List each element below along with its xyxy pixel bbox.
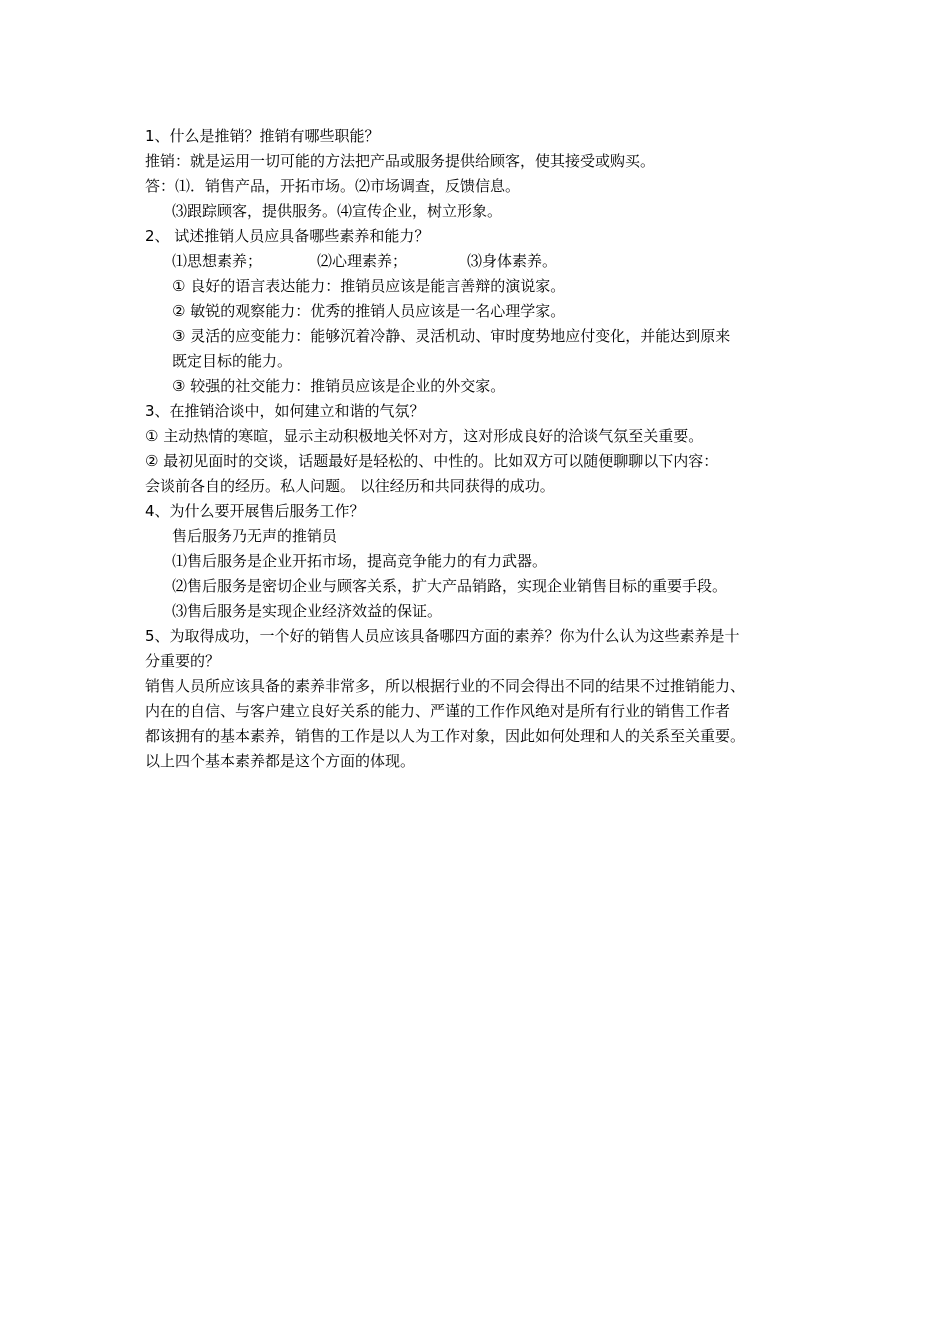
quality-item: ⑵心理素养； — [317, 252, 408, 270]
question-1: 1、什么是推销？推销有哪些职能？ — [145, 127, 380, 145]
question-3: 3、在推销洽谈中，如何建立和谐的气氛？ — [145, 402, 425, 420]
question-5-line-1: 5、为取得成功，一个好的销售人员应该具备哪四方面的素养？你为什么认为这些素养是十 — [145, 627, 740, 645]
answer-3-line: ② 最初见面时的交谈，话题最好是轻松的、中性的。比如双方可以随便聊聊以下内容： — [145, 452, 719, 470]
question-2: 2、 试述推销人员应具备哪些素养和能力？ — [145, 227, 430, 245]
answer-5-line: 销售人员所应该具备的素养非常多，所以根据行业的不同会得出不同的结果不过推销能力、 — [145, 677, 746, 695]
answer-3-line: ① 主动热情的寒暄，显示主动积极地关怀对方，这对形成良好的洽谈气氛至关重要。 — [145, 427, 704, 445]
quality-item: ⑶身体素养。 — [467, 252, 558, 270]
answer-4-point: ⑶售后服务是实现企业经济效益的保证。 — [172, 602, 443, 620]
ability-item: ① 良好的语言表达能力：推销员应该是能言善辩的演说家。 — [172, 277, 566, 295]
answer-4-subtitle: 售后服务乃无声的推销员 — [172, 527, 338, 545]
ability-item: ③ 较强的社交能力：推销员应该是企业的外交家。 — [172, 377, 506, 395]
answer-4-point: ⑵售后服务是密切企业与顾客关系，扩大产品销路，实现企业销售目标的重要手段。 — [172, 577, 728, 595]
ability-item: ② 敏锐的观察能力：优秀的推销人员应该是一名心理学家。 — [172, 302, 566, 320]
answer-4-point: ⑴售后服务是企业开拓市场，提高竞争能力的有力武器。 — [172, 552, 548, 570]
answer-5-line: 以上四个基本素养都是这个方面的体现。 — [145, 752, 416, 770]
answer-1-line-1: 答：⑴．销售产品，开拓市场。⑵市场调查，反馈信息。 — [145, 177, 521, 195]
answer-3-line: 会谈前各自的经历。私人问题。 以往经历和共同获得的成功。 — [145, 477, 555, 495]
ability-item: ③ 灵活的应变能力：能够沉着冷静、灵活机动、审时度势地应付变化，并能达到原来 — [172, 327, 731, 345]
answer-5-line: 都该拥有的基本素养，销售的工作是以人为工作对象，因此如何处理和人的关系至关重要。 — [145, 727, 746, 745]
question-5-line-2: 分重要的？ — [145, 652, 221, 670]
answer-1-definition: 推销：就是运用一切可能的方法把产品或服务提供给顾客，使其接受或购买。 — [145, 152, 656, 170]
answer-1-line-2: ⑶跟踪顾客，提供服务。⑷宣传企业，树立形象。 — [172, 202, 503, 220]
question-4: 4、为什么要开展售后服务工作？ — [145, 502, 365, 520]
ability-item: 既定目标的能力。 — [172, 352, 293, 370]
qualities-row — [172, 250, 652, 272]
quality-item: ⑴思想素养； — [172, 252, 263, 270]
answer-5-line: 内在的自信、与客户建立良好关系的能力、严谨的工作作风绝对是所有行业的销售工作者 — [145, 702, 731, 720]
